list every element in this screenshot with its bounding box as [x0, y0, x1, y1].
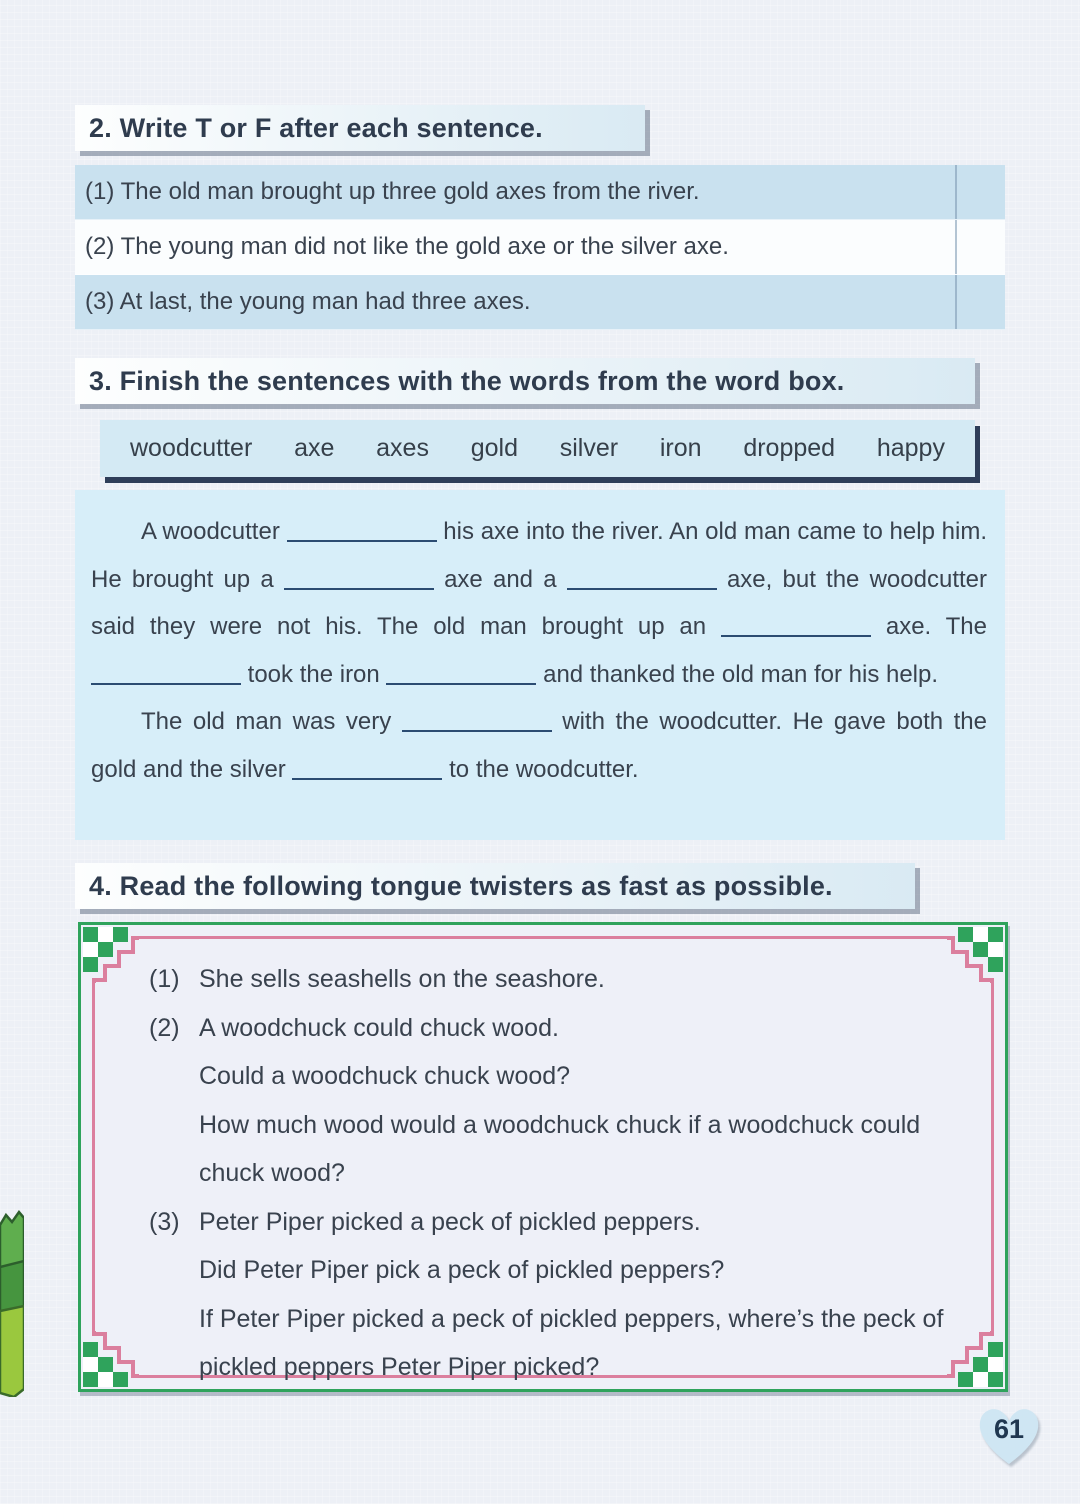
twister-line: If Peter Piper picked a peck of pickled peppers, where’s the peck of pickled peppers Peter Piper picked?: [199, 1304, 944, 1381]
page-number: 61: [993, 1414, 1025, 1444]
answer-blank: [402, 726, 552, 732]
fill-paragraph-box: [75, 490, 1005, 840]
fill-paragraph: The old man was very with the woodcutter. He gave both the gold and the silver to the woodcutter.: [91, 708, 987, 783]
twister-line: A woodchuck could chuck wood.: [199, 1013, 559, 1042]
tf-sentence: (1) The old man brought up three gold axes from the river.: [85, 178, 700, 205]
section4-header: [75, 863, 915, 909]
twister-number: (1): [149, 965, 180, 993]
twister-line: Peter Piper picked a peck of pickled peppers.: [199, 1207, 701, 1236]
word-box-item: dropped: [743, 434, 836, 462]
twister-number: (3): [149, 1207, 180, 1236]
answer-blank: [292, 774, 442, 780]
word-box-item: iron: [659, 434, 702, 462]
answer-blank: [91, 679, 241, 685]
word-box-item: happy: [876, 434, 945, 462]
section4-title: 4. Read the following tongue twisters as fast as possible.: [89, 870, 833, 901]
twister-list: [149, 955, 965, 1392]
twister-line: Could a woodchuck chuck wood?: [199, 1062, 571, 1090]
section3-header: [75, 358, 975, 404]
tree-illustration-icon: [0, 1205, 24, 1397]
twister-lines: [199, 1004, 965, 1198]
twister-lines: [199, 1198, 965, 1392]
word-box-item: woodcutter: [130, 434, 253, 462]
word-box: [100, 420, 975, 477]
word-box-item: axes: [376, 434, 429, 462]
answer-blank: [567, 584, 717, 590]
tf-answer-cell: [955, 275, 1005, 329]
tf-answer-cell: [955, 220, 1005, 274]
twister-line: Did Peter Piper pick a peck of pickled peppers?: [199, 1256, 725, 1284]
checker-corner-icon: [81, 925, 139, 983]
fill-paragraph: A woodcutter his axe into the river. An old man came to help him. He brought up a axe and a axe, but the woodcutter said they were not his. The old man brought up an axe. The took the iron and thanked the old man for his help.: [91, 518, 988, 688]
answer-blank: [386, 679, 536, 685]
twister-number: (2): [149, 1013, 180, 1042]
answer-blank: [287, 536, 437, 542]
twister-lines: [199, 955, 965, 1004]
checker-corner-icon: [81, 1331, 139, 1389]
word-box-item: gold: [470, 434, 518, 462]
twister-line: She sells seashells on the seashore.: [199, 965, 605, 993]
tf-answer-cell: [955, 165, 1005, 219]
tf-row: [75, 220, 1005, 275]
tf-table: [75, 165, 1005, 330]
section3-title: 3. Finish the sentences with the words from the word box.: [89, 365, 845, 396]
tf-row: [75, 275, 1005, 330]
answer-blank: [284, 584, 434, 590]
answer-blank: [721, 631, 871, 637]
word-box-item: silver: [559, 434, 619, 462]
tf-sentence: (2) The young man did not like the gold axe or the silver axe.: [85, 233, 729, 260]
twister-item: [149, 1198, 965, 1392]
tf-row: [75, 165, 1005, 220]
twister-item: [149, 955, 965, 1004]
page-number-heart: [972, 1398, 1046, 1472]
twister-line: How much wood would a woodchuck chuck if a woodchuck could chuck wood?: [199, 1110, 921, 1187]
twister-item: [149, 1004, 965, 1198]
tongue-twister-box: [78, 922, 1008, 1392]
tf-sentence: (3) At last, the young man had three axes.: [85, 288, 531, 315]
word-box-item: axe: [294, 434, 335, 462]
section2-header: [75, 105, 645, 151]
section2-title: 2. Write T or F after each sentence.: [89, 112, 543, 143]
